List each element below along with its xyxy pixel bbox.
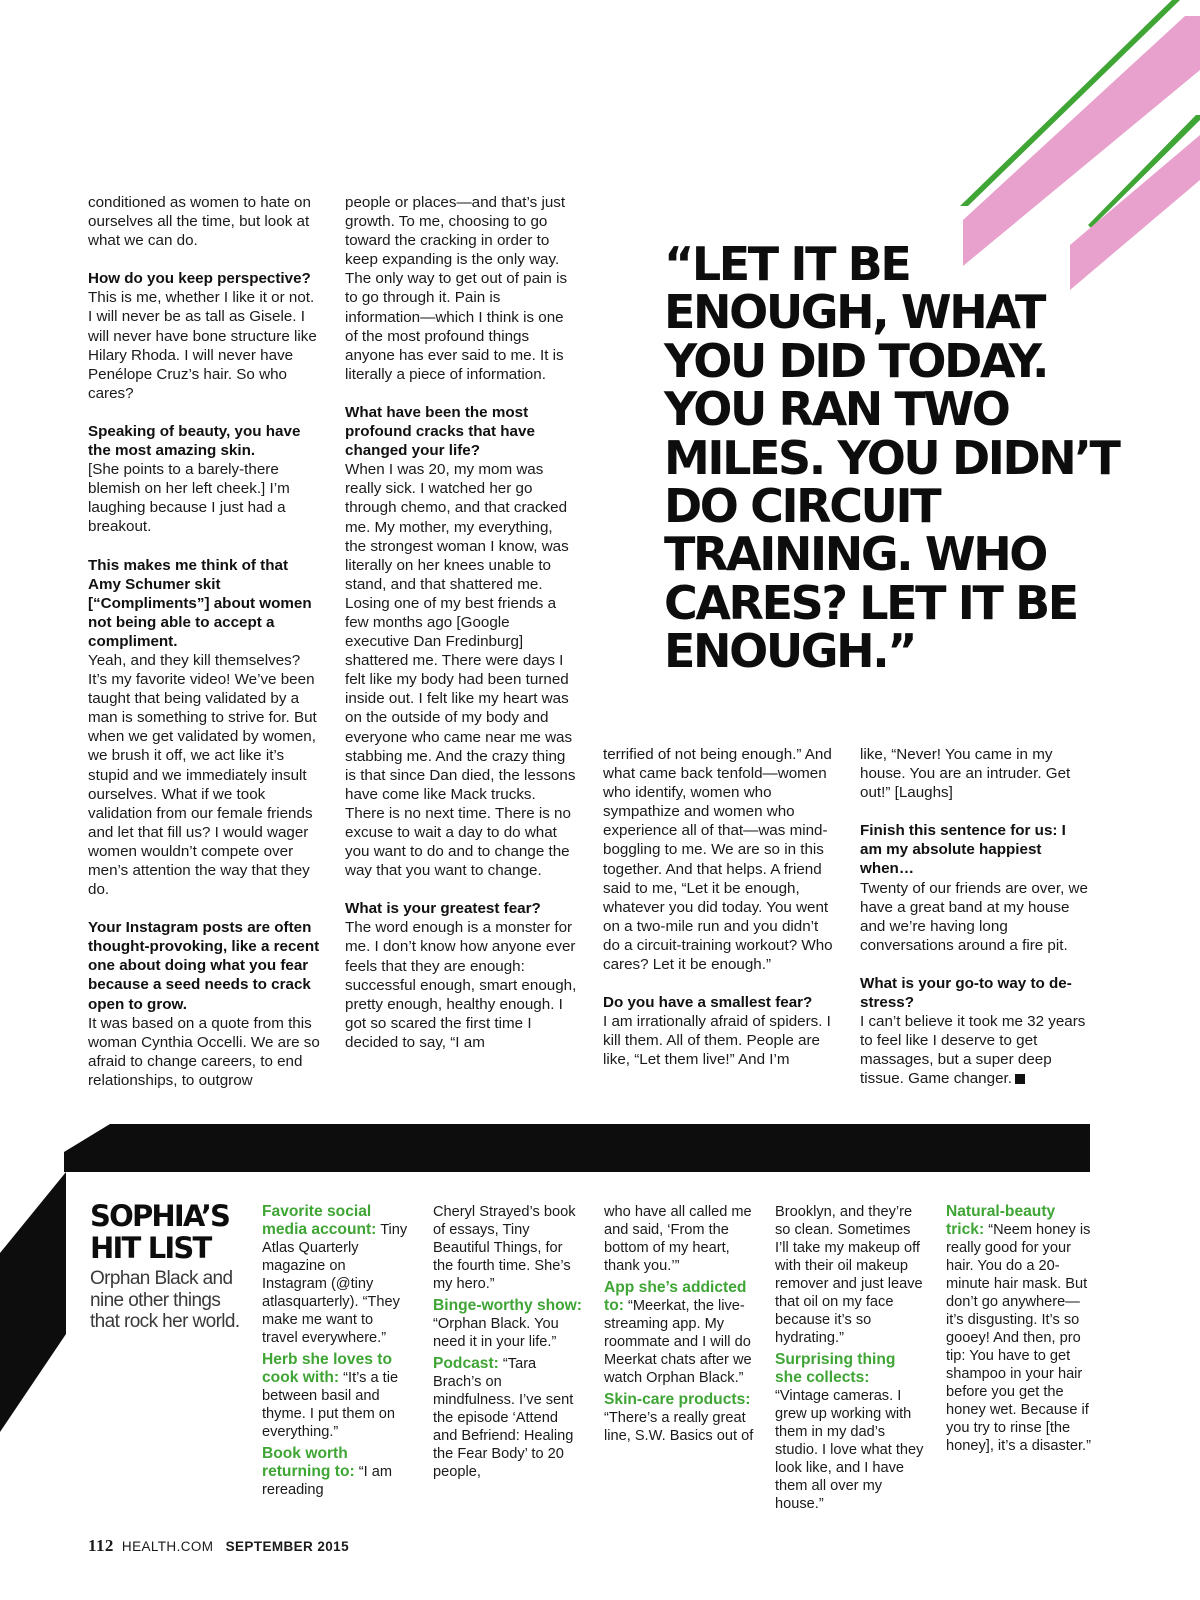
question-text: Speaking of beauty, you have the most amazing skin. [88,422,301,460]
hit-list-item [433,1355,583,1481]
question-text: Do you have a smallest fear? [603,994,813,1012]
answer-text: It was based on a quote from this woman Cynthia Occelli. We are so afraid to change careers, to end relationships, to outgrow [88,1014,320,1089]
end-mark [1015,1074,1025,1084]
answer-text: people or places—and that’s just growth. To me, choosing to go toward the cracking in order to keep expanding is the only way. The only way to get out of pain is to go through it. Pain is information—which I think is one of the most profound things anyone has ever said to me. It is literally a piece of information. [345,194,568,383]
hit-list-text: “I am rereading [262,1464,392,1498]
hit-list-text: “Vintage cameras. I grew up working with them in my dad’s studio. I love what they look like, and I have them all over my house.” [775,1388,924,1512]
hit-list-heading: Natural-beauty trick: [946,1203,1056,1238]
hit-list-heading: Binge-worthy show: [433,1297,583,1314]
hit-list-text: “Orphan Black. You need it in your life.” [433,1316,559,1350]
qa-block [88,269,320,403]
qa-block [860,974,1092,1089]
hit-list-item [262,1351,412,1441]
answer-text: This is me, whether I like it or not. I will never be as tall as Gisele. I will never have bone structure like Hilary Rhoda. I will never have Penélope Cruz’s hair. So who cares? [88,289,317,402]
hit-list-column-3 [604,1203,754,1449]
qa-block [88,556,320,900]
hit-list-item [433,1203,583,1293]
hit-list-text: “Neem honey is really good for your hair. You do a 20-minute hair mask. But don’t go anywhere—it’s disgusting. It’s so gooey! And then, pro tip: You have to get shampoo in your hair before you get the honey wet. Because if you try to rinse [the honey], it’s a disaster.” [946,1222,1091,1454]
answer-text: like, “Never! You came in my house. You are an intruder. Get out!” [Laughs] [860,746,1071,802]
answer-text: Yeah, and they kill themselves? It’s my favorite video! We’ve been taught that being validated by a man is something to strive for. But when we get validated by women, we brush it off, we act like it’s stupid and we immediately insult ourselves. What if we took validation from our female friends and let that fill us? I would wager women wouldn’t compete over men’s attention the way that they do. [88,651,317,899]
question-text: How do you keep perspective? [88,270,311,288]
question-text: What have been the most profound cracks that have changed your life? [345,403,535,460]
hit-list-item [433,1297,583,1351]
hit-list-text: Brooklyn, and they’re so clean. Sometimes I’ll take my makeup off with their oil makeup remover and just leave that oil on my face because it’s so hydrating.” [775,1204,923,1346]
qa-block [88,193,320,250]
hit-list-text: “Meerkat, the live-streaming app. My roommate and I will do Meerkat chats after we watch Orphan Black.” [604,1298,752,1386]
hit-list-heading: Skin-care products: [604,1391,751,1408]
question-text: This makes me think of that Amy Schumer skit [“Compliments”] about women not being able to accept a compliment. [88,556,312,650]
pink-stripe [963,16,1200,266]
hit-list-text: “It’s a tie between basil and thyme. I put them on everything.” [262,1370,399,1440]
hit-list-heading: Favorite social media account: [262,1203,377,1238]
answer-text: terrified of not being enough.” And what came back tenfold—women who identify, women who sympathize and women who experience all of that—was mind-boggling to me. We are so in this together. And that helps. A friend said to me, “Let it be enough, whatever you did today. You went on a two-mile run and you didn’t do a circuit-training workout? Who cares? Let it be enough.” [603,746,833,974]
hit-list-text: Tiny Atlas Quarterly magazine on Instagram (@tiny atlasquarterly). “They make me want to travel everywhere.” [262,1222,408,1346]
hit-list-item [604,1279,754,1387]
answer-text: I can’t believe it took me 32 years to feel like I deserve to get massages, but a super deep tissue. Game changer. [860,1013,1086,1088]
page-footer [88,1536,349,1556]
pull-quote: “LET IT BE ENOUGH, WHAT YOU DID TODAY. YOU RAN TWO MILES. YOU DIDN’T DO CIRCUIT TRAINING. WHO CARES? LET IT BE ENOUGH.” [664,237,1119,679]
qa-block [860,745,1092,802]
hit-list-item [604,1203,754,1275]
qa-block [603,745,835,974]
article-column-1 [88,193,320,1090]
qa-block [860,821,1092,955]
page-number: 112 [88,1536,114,1555]
hit-list-column-5 [946,1203,1094,1459]
hit-list-column-2 [433,1203,583,1485]
article-column-2 [345,193,577,1052]
hit-list-text: Cheryl Strayed’s book of essays, Tiny Beautiful Things, for the fourth time. She’s my hero.” [433,1204,576,1292]
hit-list-heading: Herb she loves to cook with: [262,1351,392,1386]
qa-block [88,422,320,537]
answer-text: The word enough is a monster for me. I don’t know how anyone ever feels that they are enough: successful enough, smart enough, pretty enough, healthy enough. I got so scared the first time I decided to say, “I am [345,919,577,1051]
hit-list-heading: Surprising thing she collects: [775,1351,896,1386]
answer-text: conditioned as women to hate on ourselves all the time, but look at what we can do. [88,194,311,250]
question-text: What is your go-to way to de-stress? [860,974,1072,1012]
hit-list-left-wedge [0,1172,66,1432]
hit-list-column-4 [775,1203,925,1517]
hit-list-column-1 [262,1203,412,1503]
hit-list-item [262,1445,412,1499]
hit-list-item [262,1203,412,1347]
hit-list-text: who have all called me and said, ‘From the bottom of my heart, thank you.’” [604,1204,752,1274]
question-text: Finish this sentence for us: I am my absolute happiest when… [860,822,1066,878]
answer-text: I am irrationally afraid of spiders. I kill them. All of them. People are like, “Let them live!” And I’m [603,1013,831,1069]
hit-list-item [604,1391,754,1445]
answer-text: [She points to a barely-there blemish on her left cheek.] I’m laughing because I just had a breakout. [88,461,290,536]
hit-list-item [946,1203,1094,1455]
answer-text: When I was 20, my mom was really sick. I watched her go through chemo, and that cracked me. My mother, my everything, the strongest woman I know, was literally on her knees unable to stand, and that shattered me. Losing one of my best friends a few months ago [Google executive Dan Fredinburg] shattered me. There were days I felt like my body had been turned inside out. I felt like my heart was on the outside of my body and everyone who came near me was stabbing me. And the crazy thing is that since Dan died, the lessons have come like Mack trucks. There is no next time. There is no excuse to wait a day to do what you want to do and to change the way that you want to change. [345,461,576,880]
hit-list-item [775,1351,925,1513]
hit-list-title: SOPHIA’S HIT LIST [90,1199,230,1265]
article-column-3 [603,745,835,1070]
hit-list-black-band [64,1124,1090,1172]
site-name: HEALTH.COM [121,1539,214,1554]
qa-block [88,918,320,1090]
hit-list-subtitle: Orphan Black and nine other things that rock her world. [90,1268,240,1332]
hit-list-item [775,1203,925,1347]
qa-block [603,993,835,1069]
hit-list-text: “Tara Brach’s on mindfulness. I’ve sent the episode ‘Attend and Befriend: Healing the Fear Body’ to 20 people, [433,1356,574,1480]
question-text: Your Instagram posts are often thought-provoking, like a recent one about doing what you fear because a seed needs to crack open to grow. [88,919,320,1013]
qa-block [345,403,577,880]
article-column-4 [860,745,1092,1089]
qa-block [345,899,577,1052]
hit-list-heading: Book worth returning to: [262,1445,355,1480]
hit-list-text: “There’s a really great line, S.W. Basics out of [604,1410,754,1444]
question-text: What is your greatest fear? [345,900,541,918]
answer-text: Twenty of our friends are over, we have a great band at my house and we’re having long conversations around a fire pit. [860,879,1088,954]
qa-block [345,193,577,384]
hit-list-heading: Podcast: [433,1355,499,1372]
issue-date: SEPTEMBER 2015 [225,1539,349,1554]
hit-list-heading: App she’s addicted to: [604,1279,747,1314]
